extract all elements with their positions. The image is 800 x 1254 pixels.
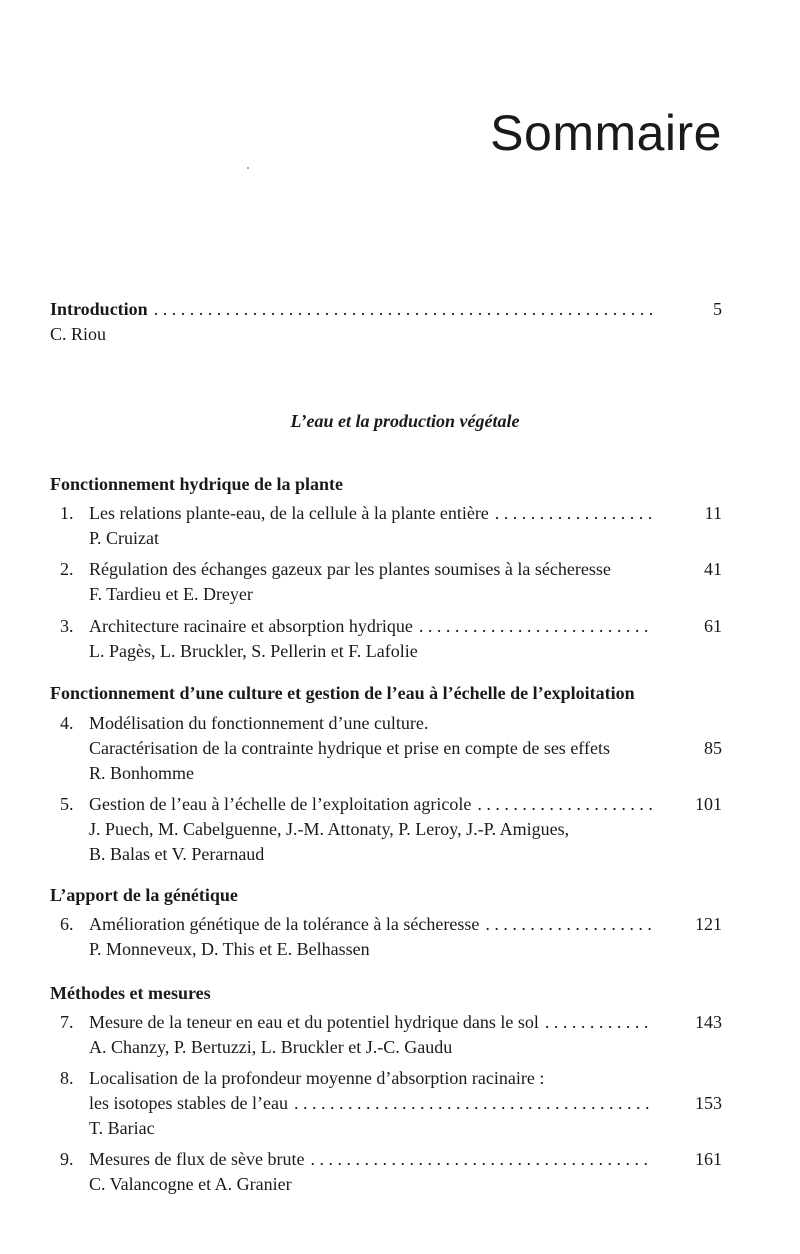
toc-entry-2[interactable]: Régulation des échanges gazeux par les plantes soumises à la sécheresse: [89, 559, 611, 579]
print-speck: [247, 167, 249, 169]
entry-page: 143: [695, 1012, 722, 1032]
leader-dots: [154, 298, 652, 320]
entry-title: Les relations plante-eau, de la cellule à la plante entière: [89, 503, 489, 523]
entry-authors: C. Valancogne et A. Granier: [89, 1174, 292, 1194]
entry-title: Amélioration génétique de la tolérance à la sécheresse: [89, 914, 480, 934]
entry-number: 6.: [60, 914, 74, 934]
entry-number: 1.: [60, 503, 74, 523]
introduction-page: 5: [713, 299, 722, 319]
entry-title: Mesure de la teneur en eau et du potentiel hydrique dans le sol: [89, 1012, 539, 1032]
introduction-label: Introduction: [50, 299, 148, 319]
entry-authors: J. Puech, M. Cabelguenne, J.-M. Attonaty, P. Leroy, J.-P. Amigues,: [89, 819, 570, 839]
entry-authors-continued: B. Balas et V. Perarnaud: [89, 844, 265, 864]
toc-entry-3[interactable]: [89, 615, 652, 637]
part-heading: L’eau et la production végétale: [290, 411, 520, 431]
leader-dots: [419, 615, 652, 637]
section-heading: Fonctionnement d’une culture et gestion de l’eau à l’échelle de l’exploitation: [50, 683, 635, 703]
entry-authors: A. Chanzy, P. Bertuzzi, L. Bruckler et J.-C. Gaudu: [89, 1037, 453, 1057]
leader-dots: [495, 502, 652, 524]
entry-number: 5.: [60, 794, 74, 814]
section-heading: Fonctionnement hydrique de la plante: [50, 474, 344, 494]
entry-page: 11: [704, 503, 722, 523]
entry-page: 153: [695, 1093, 722, 1113]
entry-number: 2.: [60, 559, 74, 579]
entry-authors: L. Pagès, L. Bruckler, S. Pellerin et F. Lafolie: [89, 641, 418, 661]
toc-entry-8[interactable]: Localisation de la profondeur moyenne d’absorption racinaire :: [89, 1068, 545, 1088]
entry-number: 4.: [60, 713, 74, 733]
entry-authors: R. Bonhomme: [89, 763, 195, 783]
leader-dots: [310, 1148, 652, 1170]
entry-title: Mesures de flux de sève brute: [89, 1149, 305, 1169]
leader-dots: [294, 1092, 652, 1114]
entry-authors: F. Tardieu et E. Dreyer: [89, 584, 253, 604]
entry-number: 9.: [60, 1149, 74, 1169]
entry-number: 7.: [60, 1012, 74, 1032]
entry-number: 3.: [60, 616, 74, 636]
section-heading: Méthodes et mesures: [50, 983, 211, 1003]
toc-entry-7[interactable]: [89, 1011, 652, 1033]
toc-entry-1[interactable]: [89, 502, 652, 524]
page-title: Sommaire: [490, 105, 722, 161]
introduction-author: C. Riou: [50, 324, 107, 344]
entry-page: 61: [704, 616, 722, 636]
leader-dots: [545, 1011, 652, 1033]
entry-title: Gestion de l’eau à l’échelle de l’exploitation agricole: [89, 794, 472, 814]
leader-dots: [485, 913, 652, 935]
entry-authors: P. Monneveux, D. This et E. Belhassen: [89, 939, 370, 959]
entry-page: 41: [704, 559, 722, 579]
toc-entry-9[interactable]: [89, 1148, 652, 1170]
toc-entry-6[interactable]: [89, 913, 652, 935]
entry-page: 85: [704, 738, 722, 758]
section-heading: L’apport de la génétique: [50, 885, 238, 905]
entry-title-continued: Caractérisation de la contrainte hydrique et prise en compte de ses effets: [89, 738, 610, 758]
leader-dots: [477, 793, 652, 815]
entry-title: les isotopes stables de l’eau: [89, 1093, 288, 1113]
toc-entry-5[interactable]: [89, 793, 652, 815]
entry-page: 101: [695, 794, 722, 814]
entry-title-continued: [89, 1092, 652, 1114]
entry-authors: P. Cruizat: [89, 528, 159, 548]
entry-title: Architecture racinaire et absorption hydrique: [89, 616, 413, 636]
toc-entry-4[interactable]: Modélisation du fonctionnement d’une culture.: [89, 713, 429, 733]
toc-introduction[interactable]: [50, 298, 652, 320]
entry-page: 121: [695, 914, 722, 934]
entry-number: 8.: [60, 1068, 74, 1088]
entry-authors: T. Bariac: [89, 1118, 155, 1138]
entry-page: 161: [695, 1149, 722, 1169]
